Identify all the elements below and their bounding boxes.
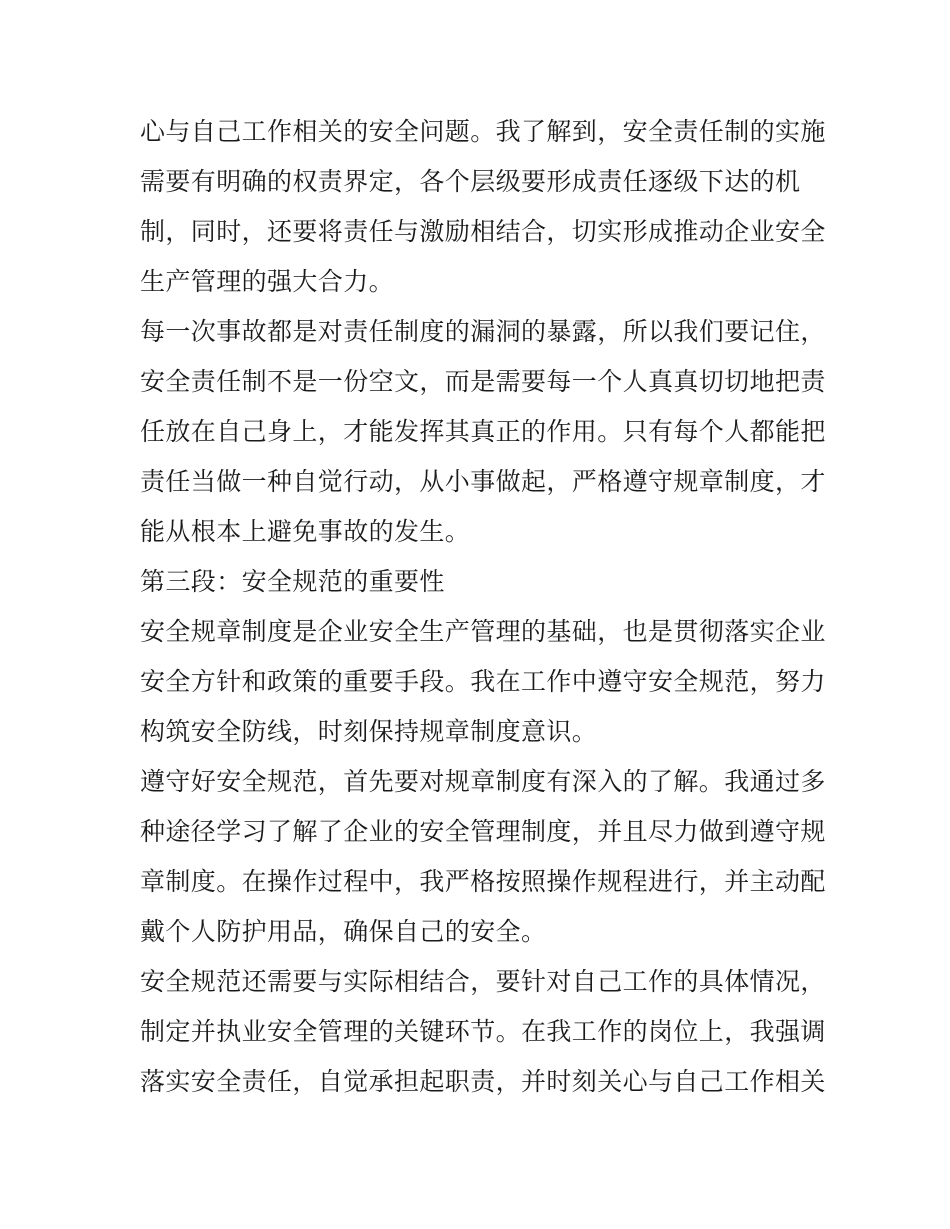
text-line: 需要有明确的权责界定，各个层级要形成责任逐级下达的机 [140,167,801,196]
text-line: 制，同时，还要将责任与激励相结合，切实形成推动企业安全 [140,217,826,246]
text-line: 任放在自己身上，才能发挥其真正的作用。只有每个人都能把 [140,417,826,446]
text-line: 责任当做一种自觉行动，从小事做起，严格遵守规章制度，才 [140,467,826,496]
text-line: 心与自己工作相关的安全问题。我了解到，安全责任制的实施 [140,117,826,146]
text-line: 种途径学习了解了企业的安全管理制度，并且尽力做到遵守规 [140,817,826,846]
document-body [140,107,826,1107]
text-line: 章制度。在操作过程中，我严格按照操作规程进行，并主动配 [140,867,826,896]
text-line: 戴个人防护用品，确保自己的安全。 [140,917,547,946]
text-line: 遵守好安全规范，首先要对规章制度有深入的了解。我通过多 [140,767,826,796]
section-heading: 第三段：安全规范的重要性 [140,567,445,596]
text-line: 安全方针和政策的重要手段。我在工作中遵守安全规范，努力 [140,667,826,696]
text-line: 安全规范还需要与实际相结合，要针对自己工作的具体情况， [140,967,826,996]
text-line: 每一次事故都是对责任制度的漏洞的暴露，所以我们要记住， [140,317,826,346]
text-line: 构筑安全防线，时刻保持规章制度意识。 [140,717,598,746]
text-line: 生产管理的强大合力。 [140,267,395,296]
text-line: 制定并执业安全管理的关键环节。在我工作的岗位上，我强调 [140,1017,826,1046]
text-line: 安全规章制度是企业安全生产管理的基础，也是贯彻落实企业 [140,617,826,646]
text-line: 能从根本上避免事故的发生。 [140,517,471,546]
text-line: 落实安全责任，自觉承担起职责，并时刻关心与自己工作相关 [140,1067,826,1096]
text-line: 安全责任制不是一份空文，而是需要每一个人真真切切地把责 [140,367,826,396]
